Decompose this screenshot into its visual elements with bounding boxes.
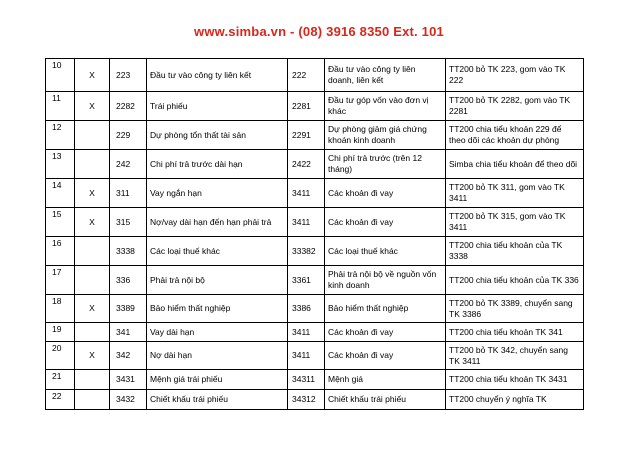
table-row	[46, 150, 584, 179]
new-account-code-cell: 2422	[288, 150, 325, 179]
note-cell: TT200 bỏ TK 342, chuyển sang TK 3411	[446, 342, 584, 370]
row-number-cell: 15	[46, 208, 75, 237]
new-account-name-cell: Các khoản đi vay	[325, 342, 446, 370]
new-account-code-cell: 222	[288, 59, 325, 92]
note-cell: TT200 chia tiểu khoản TK 3431	[446, 370, 584, 390]
old-account-code-cell: 341	[110, 323, 147, 342]
new-account-code-cell: 34312	[288, 390, 325, 410]
new-account-code-cell: 33382	[288, 237, 325, 266]
old-account-name-cell: Chi phí trả trước dài hạn	[147, 150, 288, 179]
old-account-code-cell: 3338	[110, 237, 147, 266]
table-row	[46, 179, 584, 208]
old-account-name-cell: Chiết khấu trái phiếu	[147, 390, 288, 410]
removed-flag-cell	[75, 370, 110, 390]
old-account-code-cell: 229	[110, 121, 147, 150]
new-account-name-cell: Đầu tư góp vốn vào đơn vị khác	[325, 92, 446, 121]
old-account-name-cell: Đầu tư vào công ty liên kết	[147, 59, 288, 92]
new-account-code-cell: 3411	[288, 323, 325, 342]
removed-flag-cell	[75, 121, 110, 150]
table-row	[46, 266, 584, 295]
note-cell: TT200 chia tiểu khoản của TK 3338	[446, 237, 584, 266]
row-number-cell: 18	[46, 295, 75, 323]
table-row	[46, 121, 584, 150]
table-row	[46, 390, 584, 410]
old-account-name-cell: Nợ dài hạn	[147, 342, 288, 370]
table-row	[46, 208, 584, 237]
table-body	[46, 59, 584, 410]
old-account-code-cell: 2282	[110, 92, 147, 121]
new-account-code-cell: 3411	[288, 179, 325, 208]
new-account-code-cell: 3411	[288, 208, 325, 237]
table-row	[46, 370, 584, 390]
new-account-name-cell: Chi phí trả trước (trên 12 tháng)	[325, 150, 446, 179]
account-mapping-table	[45, 58, 584, 410]
old-account-code-cell: 223	[110, 59, 147, 92]
new-account-code-cell: 3411	[288, 342, 325, 370]
new-account-name-cell: Các khoản đi vay	[325, 323, 446, 342]
row-number-cell: 20	[46, 342, 75, 370]
removed-flag-cell: X	[75, 342, 110, 370]
removed-flag-cell	[75, 323, 110, 342]
old-account-code-cell: 311	[110, 179, 147, 208]
new-account-name-cell: Các loại thuế khác	[325, 237, 446, 266]
old-account-name-cell: Dự phòng tổn thất tài sản	[147, 121, 288, 150]
table-row	[46, 92, 584, 121]
note-cell: TT200 chia tiểu khoản TK 341	[446, 323, 584, 342]
row-number-cell: 21	[46, 370, 75, 390]
note-cell: TT200 chuyển ý nghĩa TK	[446, 390, 584, 410]
removed-flag-cell: X	[75, 295, 110, 323]
new-account-code-cell: 3361	[288, 266, 325, 295]
row-number-cell: 19	[46, 323, 75, 342]
new-account-name-cell: Chiết khấu trái phiếu	[325, 390, 446, 410]
note-cell: TT200 bỏ TK 3389, chuyển sang TK 3386	[446, 295, 584, 323]
removed-flag-cell	[75, 390, 110, 410]
new-account-name-cell: Các khoản đi vay	[325, 208, 446, 237]
removed-flag-cell: X	[75, 179, 110, 208]
removed-flag-cell: X	[75, 208, 110, 237]
old-account-name-cell: Phải trả nội bộ	[147, 266, 288, 295]
removed-flag-cell: X	[75, 92, 110, 121]
old-account-code-cell: 3389	[110, 295, 147, 323]
old-account-code-cell: 3431	[110, 370, 147, 390]
row-number-cell: 22	[46, 390, 75, 410]
old-account-code-cell: 242	[110, 150, 147, 179]
table-row	[46, 237, 584, 266]
note-cell: TT200 bỏ TK 2282, gom vào TK 2281	[446, 92, 584, 121]
old-account-code-cell: 336	[110, 266, 147, 295]
page-header: www.simba.vn - (08) 3916 8350 Ext. 101	[194, 24, 444, 39]
new-account-code-cell: 3386	[288, 295, 325, 323]
note-cell: TT200 chia tiểu khoản của TK 336	[446, 266, 584, 295]
note-cell: TT200 bỏ TK 315, gom vào TK 3411	[446, 208, 584, 237]
old-account-code-cell: 342	[110, 342, 147, 370]
new-account-name-cell: Đầu tư vào công ty liên doanh, liên kết	[325, 59, 446, 92]
table-row	[46, 342, 584, 370]
removed-flag-cell	[75, 150, 110, 179]
old-account-name-cell: Bảo hiểm thất nghiệp	[147, 295, 288, 323]
row-number-cell: 10	[46, 59, 75, 92]
row-number-cell: 13	[46, 150, 75, 179]
new-account-code-cell: 2291	[288, 121, 325, 150]
old-account-code-cell: 315	[110, 208, 147, 237]
new-account-name-cell: Các khoản đi vay	[325, 179, 446, 208]
old-account-name-cell: Mệnh giá trái phiếu	[147, 370, 288, 390]
new-account-code-cell: 34311	[288, 370, 325, 390]
old-account-code-cell: 3432	[110, 390, 147, 410]
row-number-cell: 17	[46, 266, 75, 295]
removed-flag-cell	[75, 237, 110, 266]
table-row	[46, 59, 584, 92]
row-number-cell: 16	[46, 237, 75, 266]
note-cell: TT200 bỏ TK 311, gom vào TK 3411	[446, 179, 584, 208]
new-account-name-cell: Bảo hiểm thất nghiệp	[325, 295, 446, 323]
new-account-name-cell: Dự phòng giảm giá chứng khoán kinh doanh	[325, 121, 446, 150]
note-cell: TT200 bỏ TK 223, gom vào TK 222	[446, 59, 584, 92]
table-row	[46, 295, 584, 323]
old-account-name-cell: Nợ/vay dài hạn đến hạn phải trả	[147, 208, 288, 237]
table-row	[46, 323, 584, 342]
row-number-cell: 12	[46, 121, 75, 150]
old-account-name-cell: Vay dài hạn	[147, 323, 288, 342]
row-number-cell: 11	[46, 92, 75, 121]
removed-flag-cell	[75, 266, 110, 295]
old-account-name-cell: Vay ngắn hạn	[147, 179, 288, 208]
new-account-name-cell: Mệnh giá	[325, 370, 446, 390]
old-account-name-cell: Các loại thuế khác	[147, 237, 288, 266]
note-cell: TT200 chia tiểu khoản 229 để theo dõi các khoản dự phòng	[446, 121, 584, 150]
note-cell: Simba chia tiểu khoản để theo dõi	[446, 150, 584, 179]
new-account-name-cell: Phải trả nội bộ về nguồn vốn kinh doanh	[325, 266, 446, 295]
row-number-cell: 14	[46, 179, 75, 208]
removed-flag-cell: X	[75, 59, 110, 92]
old-account-name-cell: Trái phiếu	[147, 92, 288, 121]
new-account-code-cell: 2281	[288, 92, 325, 121]
